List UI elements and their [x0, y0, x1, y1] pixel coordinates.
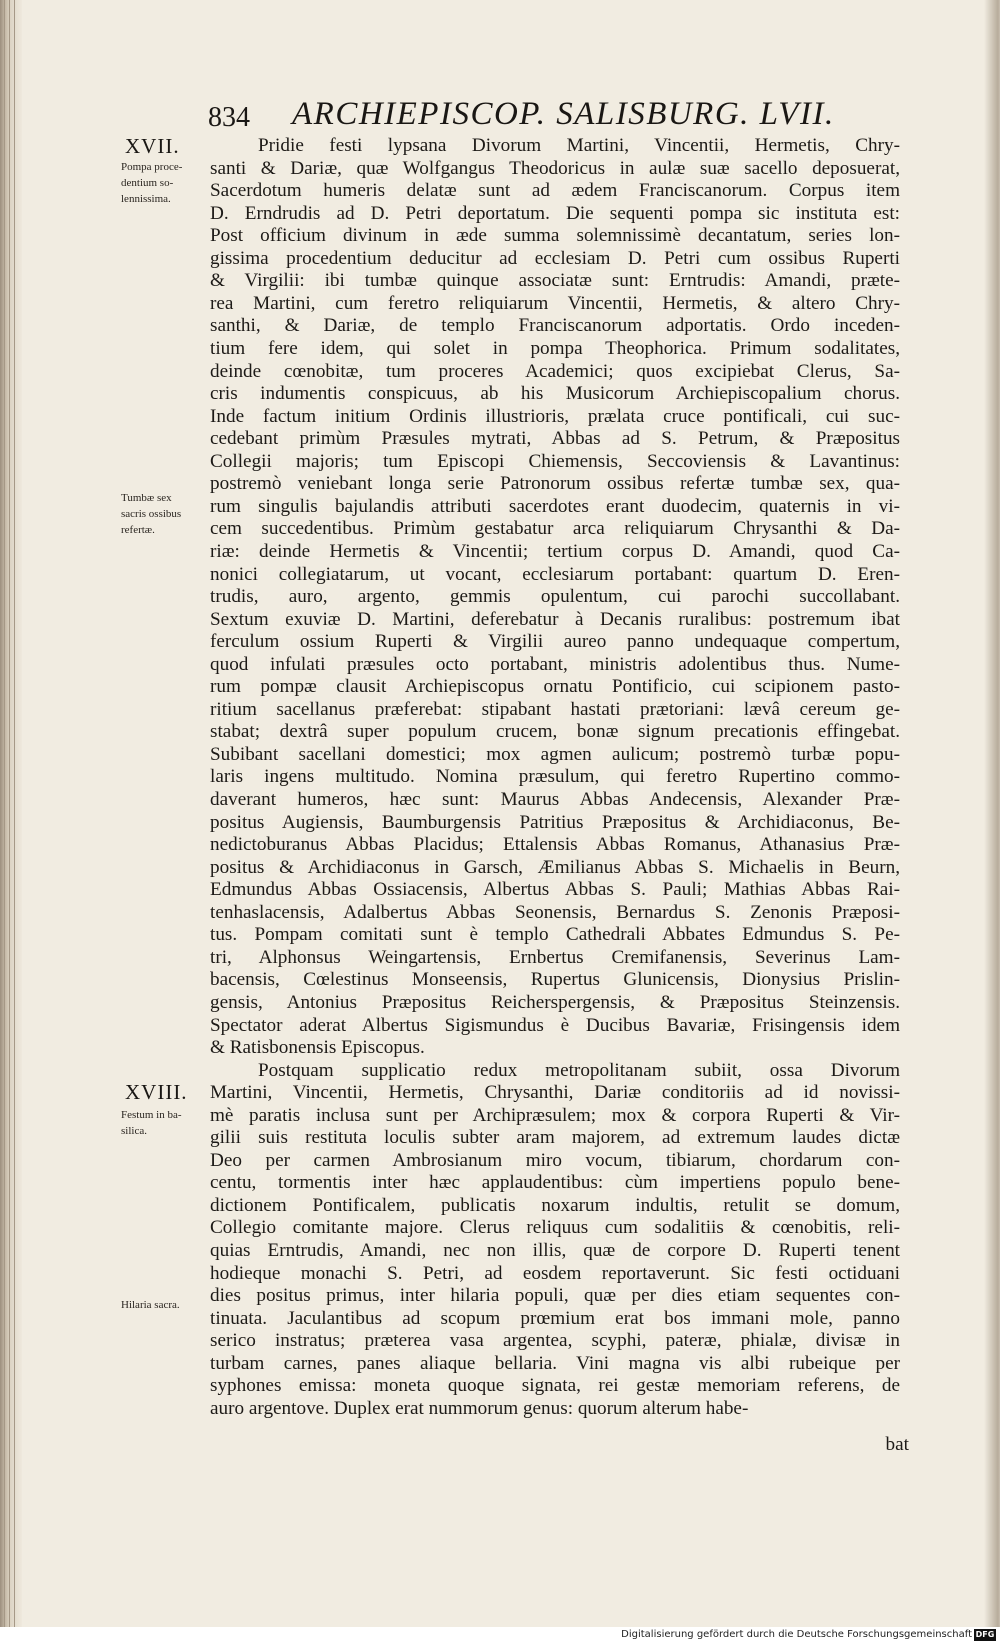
text-line: centu, tormentis inter hæc applaudentibus: cùm impertiens populo bene- [210, 1172, 900, 1194]
text-line: stabat; dextrâ super populum crucem, bonæ signum precationis effingebat. [210, 721, 900, 743]
digitization-footer [0, 1627, 1000, 1645]
text-line: gilii suis restituta loculis subter aram majorem, ad extremum laudes dictæ [210, 1127, 900, 1149]
text-line: Inde factum initium Ordinis illustrioris, prælata cruce pontificali, cui suc- [210, 405, 900, 427]
text-line: D. Erndrudis ad D. Petri deportatum. Die sequenti pompa sic instituta est: [210, 202, 900, 224]
text-line: riæ: deinde Hermetis & Vincentii; tertium corpus D. Amandi, quod Ca- [210, 540, 900, 562]
text-line: rea Martini, cum feretro reliquiarum Vincentii, Hermetis, & altero Chry- [210, 292, 900, 314]
text-line: deinde cœnobitæ, tum proceres Academici; quos excipiebat Clerus, Sa- [210, 360, 900, 382]
text-line: rum singulis bajulandis attributi sacerdotes erant duodecim, quaternis in vi- [210, 495, 900, 517]
text-line: ferculum ossium Ruperti & Virgilii aureo panno undequaque compertum, [210, 631, 900, 653]
margin-note-line: lennissima. [121, 193, 171, 205]
text-line: auro argentove. Duplex erat nummorum genus: quorum alterum habe- [210, 1397, 749, 1419]
text-line: turbam carnes, panes aliaque bellaria. Vini magna vis albi rubeique per [210, 1352, 900, 1374]
text-line: tus. Pompam comitati sunt è templo Cathedrali Abbates Edmundus S. Pe- [210, 924, 900, 946]
text-line: Spectator aderat Albertus Sigismundus è Ducibus Bavariæ, Frisingensis idem [210, 1014, 900, 1036]
text-line: ritium sacellanus præferebat: stipabant hastati prætoriani: lævâ cereum ge- [210, 698, 900, 720]
margin-note-line: Festum in ba- [121, 1109, 182, 1121]
section-number: XVIII. [125, 1080, 188, 1104]
text-line: Pridie festi lypsana Divorum Martini, Vincentii, Hermetis, Chry- [258, 135, 900, 156]
text-line: positus & Archidiaconus in Garsch, Æmilianus Abbas S. Michaelis in Beurn, [210, 856, 900, 878]
margin-note-line: Pompa proce- [121, 161, 183, 173]
text-line: syphones emissa: moneta quoque signata, rei gestæ memoriam referens, de [210, 1375, 900, 1397]
text-line: dictionem Pontificalem, publicatis noxarum indultis, retulit se domum, [210, 1194, 900, 1216]
footer-credit: Digitalisierung gefördert durch die Deutsche Forschungsgemeinschaft [621, 1629, 972, 1640]
text-line: & Virgilii: ibi tumbæ quinque associatæ sunt: Erntrudis: Amandi, præte- [210, 270, 900, 292]
text-line: nonici collegiatarum, ut vocant, ecclesiarum portabant: quartum D. Eren- [210, 563, 900, 585]
text-line: postremò veniebant longa serie Patronorum ossibus refertæ tumbæ sex, qua- [210, 473, 900, 495]
text-line: cris indumentis conspicuus, ab his Musicorum Archiepiscopalium chorus. [210, 383, 900, 405]
text-line: mè paratis inclusa sunt per Archipræsulem; mox & corpora Ruperti & Vir- [210, 1104, 900, 1126]
text-line: tri, Alphonsus Weingartensis, Ernbertus Cremifanensis, Severinus Lam- [210, 946, 900, 968]
catchword: bat [885, 1434, 909, 1455]
text-line: gissima procedentium deducitur ad ecclesiam D. Petri cum ossibus Ruperti [210, 247, 900, 269]
text-line: Post officium divinum in æde summa solemnissimè decantatum, series lon- [210, 225, 900, 247]
text-line: Martini, Vincentii, Hermetis, Chrysanthi, Dariæ conditoriis ad id novissi- [210, 1082, 900, 1104]
text-line: laris ingens multitudo. Nomina præsulum, qui feretro Rupertino commo- [210, 766, 900, 788]
text-line: santhi, & Dariæ, de templo Franciscanorum adportatis. Ordo inceden- [210, 315, 900, 337]
page-header [208, 96, 888, 138]
margin-note [121, 1297, 211, 1313]
margin-note [121, 490, 211, 538]
text-line: gensis, Antonius Præpositus Reicherspergensis, & Præpositus Steinzensis. [210, 991, 900, 1013]
page-number: 834 [208, 102, 250, 133]
text-line: tium fere idem, qui solet in pompa Theophorica. Primum sodalitates, [210, 338, 900, 359]
text-line: tinuata. Jaculantibus ad scopum prœmium erat bos immani mole, panno [210, 1307, 900, 1329]
margin-note-line: refertæ. [121, 524, 155, 536]
text-line: santi & Dariæ, quæ Wolfgangus Theodoricus in aulæ suæ sacello deposuerat, [210, 157, 900, 179]
text-line: hodieque monachi S. Petri, ad eosdem reportaverunt. Sic festi octiduani [210, 1262, 900, 1284]
margin-note-line: Tumbæ sex [121, 492, 172, 504]
text-line: Collegio comitante majore. Clerus reliquus cum sodalitiis & cœnobitis, reli- [210, 1217, 900, 1239]
text-line: quod infulati præsules octo portabant, ministris adolentibus thus. Nume- [210, 653, 900, 675]
margin-note-line: sacris ossibus [121, 508, 182, 520]
text-line: serico instratus; præterea vasa argentea, scyphi, pateræ, phialæ, divisæ in [210, 1330, 900, 1352]
margin-note-line: dentium so- [121, 177, 174, 189]
running-title: ARCHIEPISCOP. SALISBURG. LVII. [292, 96, 835, 132]
text-line: Deo per carmen Ambrosianum miro vocum, tibiarum, chordarum con- [210, 1149, 900, 1171]
text-line: Sacerdotum humeris delatæ sunt ad ædem Franciscanorum. Corpus item [210, 180, 900, 202]
text-line: trudis, auro, argento, gemmis opulentum, cui parochi succollabant. [210, 586, 900, 607]
text-line: quias Erntrudis, Amandi, nec non illis, quæ de corpore D. Ruperti tenent [210, 1240, 900, 1261]
text-line: positus Augiensis, Baumburgensis Patritius Præpositus & Archidiaconus, Be- [210, 811, 900, 833]
margin-note [121, 159, 211, 207]
margin-note [121, 1107, 211, 1139]
text-line: cem succedentibus. Primùm gestabatur arca reliquiarum Chrysanthi & Da- [210, 518, 900, 540]
margin-note-line: Hilaria sacra. [121, 1299, 180, 1311]
page-edge-shadow [984, 0, 1000, 1627]
margin-note-line: silica. [121, 1125, 147, 1137]
text-line: Edmundus Abbas Ossiacensis, Albertus Abbas S. Pauli; Mathias Abbas Rai- [210, 879, 900, 901]
text-line: Subibant sacellani domestici; mox agmen aulicum; postremò turbæ popu- [210, 743, 900, 765]
text-line: Postquam supplicatio redux metropolitanam subiit, ossa Divorum [258, 1059, 900, 1081]
text-line: dies positus primus, inter hilaria populi, quæ per dies etiam sequentes con- [210, 1285, 900, 1306]
section-number: XVII. [125, 134, 180, 158]
text-line: nedictoburanus Abbas Placidus; Ettalensis Abbas Romanus, Athanasius Præ- [210, 834, 900, 856]
text-line: rum pompæ clausit Archiepiscopus ornatu Pontificio, cui scipionem pasto- [210, 676, 900, 698]
text-line: Collegii majoris; tum Episcopi Chiemensis, Seccoviensis & Lavantinus: [210, 450, 900, 472]
text-line: Sextum exuviæ D. Martini, deferebatur à Decanis ruralibus: postremum ibat [210, 608, 900, 630]
text-line: tenhaslacensis, Adalbertus Abbas Seonensis, Bernardus S. Zenonis Præposi- [210, 901, 900, 923]
book-binding-edge [0, 0, 22, 1627]
text-line: & Ratisbonensis Episcopus. [210, 1037, 425, 1058]
text-line: daverant humeros, hæc sunt: Maurus Abbas Andecensis, Alexander Præ- [210, 789, 900, 810]
text-line: bacensis, Cœlestinus Monseensis, Rupertus Glunicensis, Dionysius Prislin- [210, 969, 900, 991]
text-line: cedebant primùm Præsules mytrati, Abbas ad S. Petrum, & Præpositus [210, 428, 900, 450]
dfg-logo: DFG [975, 1630, 995, 1639]
